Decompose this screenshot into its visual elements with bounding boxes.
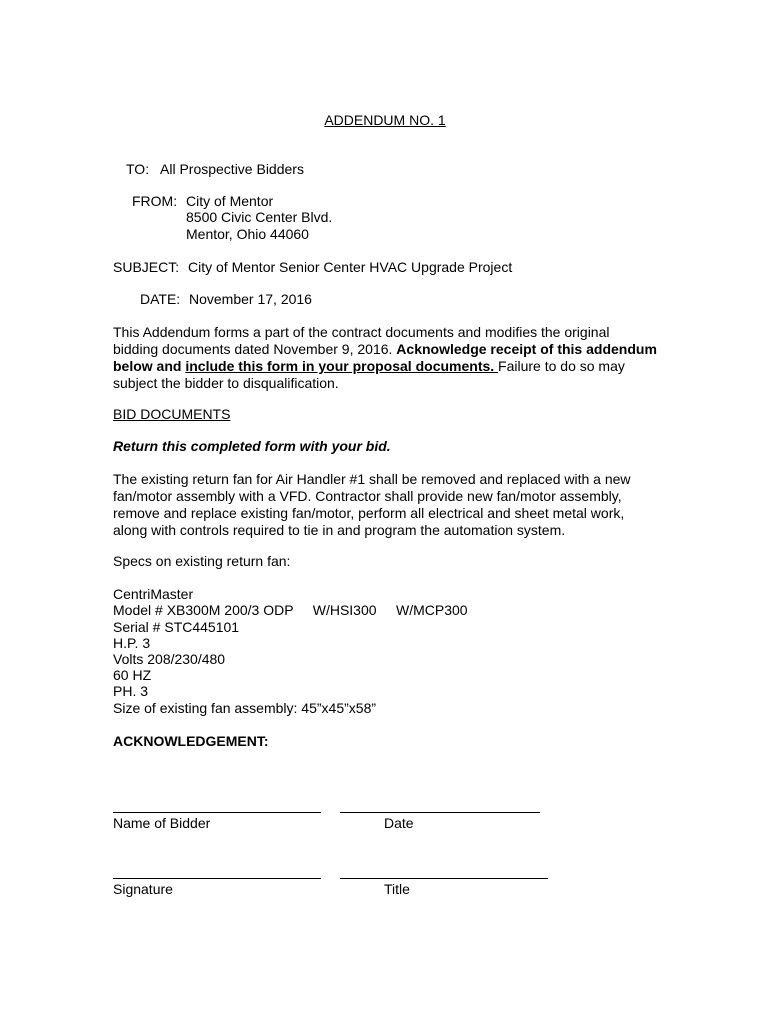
description-paragraph: The existing return fan for Air Handler #1 shall be removed and replaced with a new fan/motor assembly with a VFD. Contractor shall provide new fan/motor assembly, remove and replace existing fan/motor, perform all electrical and sheet metal work, along with controls required to tie in and program the automation system. xyxy=(113,471,631,538)
specs-intro: Specs on existing return fan: xyxy=(113,553,291,569)
to-label: TO: xyxy=(126,161,150,177)
spec-line: Serial # STC445101 xyxy=(113,619,240,635)
subject-label: SUBJECT: xyxy=(113,259,180,275)
bid-documents-heading: BID DOCUMENTS xyxy=(113,406,231,422)
date-line[interactable] xyxy=(340,812,540,813)
date-label: DATE: xyxy=(140,291,181,307)
name-of-bidder-line[interactable] xyxy=(113,812,321,813)
subject-value: City of Mentor Senior Center HVAC Upgrade Project xyxy=(188,259,513,275)
to-value: All Prospective Bidders xyxy=(160,161,304,177)
from-label: FROM: xyxy=(132,193,178,209)
spec-line: 60 HZ xyxy=(113,667,152,683)
spec-line: CentriMaster xyxy=(113,586,194,602)
spec-line: Size of existing fan assembly: 45”x45”x58” xyxy=(113,700,377,716)
acknowledgement-heading: ACKNOWLEDGEMENT: xyxy=(113,733,269,749)
from-line-3: Mentor, Ohio 44060 xyxy=(186,226,309,242)
date-field-label: Date xyxy=(384,815,414,831)
intro-text-1: This Addendum forms a part of the contract documents and modifies the original bidding documents dated November 9, 2016. xyxy=(113,324,610,357)
intro-bold-underline-text: include this form in your proposal documents. xyxy=(185,358,499,374)
spec-line: Volts 208/230/480 xyxy=(113,651,226,667)
from-line-1: City of Mentor xyxy=(186,193,274,209)
signature-line[interactable] xyxy=(113,878,321,879)
intro-bold-text: Acknowledge receipt of this addendum below and xyxy=(113,341,657,374)
title-field-label: Title xyxy=(384,881,410,897)
spec-line: Model # XB300M 200/3 ODP W/HSI300 W/MCP300 xyxy=(113,602,468,618)
date-value: November 17, 2016 xyxy=(189,291,312,307)
document-title: ADDENDUM NO. 1 xyxy=(324,112,446,128)
name-of-bidder-label: Name of Bidder xyxy=(113,815,211,831)
intro-text-2: Failure to do so may subject the bidder to disqualification. xyxy=(113,358,625,391)
signature-label: Signature xyxy=(113,881,173,897)
spec-line: PH. 3 xyxy=(113,683,149,699)
from-line-2: 8500 Civic Center Blvd. xyxy=(186,209,333,225)
return-note: Return this completed form with your bid. xyxy=(113,438,391,454)
title-line[interactable] xyxy=(340,878,548,879)
spec-line: H.P. 3 xyxy=(113,635,151,651)
intro-paragraph xyxy=(113,324,658,392)
